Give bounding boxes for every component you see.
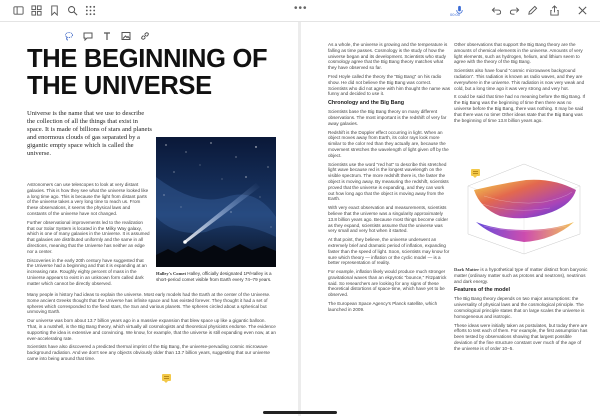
home-indicator [263,411,337,414]
paragraph: Many people in history had ideas to explain the universe. Most early models had the Earth at the center of the Universe. Some ancient Greeks thought that the Universe has infinite space and has existed forever. They thought it had a set of spheres which corresponded to the fixed stars, the Sun and various planets. The spheres circled about a spherical but unmoving Earth. [27,292,271,315]
comet-illustration [156,137,276,267]
title-line-2: THE UNIVERSE [27,72,212,100]
section-heading: Chronology and the Big Bang [328,100,405,107]
left-page [0,22,298,416]
paragraph: Discoveries in the early 20th century have suggested that the Universe had a beginning and that it is expanding at an increasing rate. Roughly eighty percent of mass in the Universe appears to exist in an unknown form called dark matter which cannot be directly observed. [27,257,147,286]
comment-icon[interactable] [83,31,93,41]
share-icon[interactable] [548,4,560,16]
apps-icon[interactable] [84,4,96,16]
paragraph: Fred Hoyle called the theory the "Big Bang" on his radio show. He did not believe the Big Bang was correct. Scientists who did not agree with him thought the name was funny and decided to use it. [328,73,451,97]
paragraph: The Big Bang theory depends on two major assumptions: the universality of physical laws and the cosmological principle. The cosmological principle states that on large scales the universe is homogeneous and isotropic. [454,296,585,319]
undo-icon[interactable] [490,4,502,16]
chart-caption-text: is a hypothetical type of matter distinct from baryonic matter (ordinary matter such as protons and neutrons), neutrinos and dark energy. [454,267,588,284]
lead-paragraph: Universe is the name that we use to describe the collection of all the things that exist in space. It is made of billions of stars and planets and enormous clouds of gas separated by a gigantic empty space which is called the universe. [27,110,152,157]
paragraph: Further observational improvements led to the realization that our Solar System is located in the Milky Way galaxy, which is one of many galaxies in the Universe. It is assumed that galaxies are distributed uniformly and the same in all directions, meaning that the Universe has neither an edge nor a center. [27,219,150,254]
paragraph: The European Space Agency's Planck satellite, which launched in 2009. [328,301,438,312]
text-box-icon[interactable] [102,31,112,41]
left-column-text [27,182,151,290]
redo-icon[interactable] [508,4,520,16]
sticky-note-icon[interactable] [162,374,171,381]
dark-matter-surface-plot [454,156,590,256]
chart-caption-name: Dark Matter [454,267,480,272]
right-column-2-top [454,42,588,126]
lasso-icon[interactable] [64,31,74,41]
paragraph: Our universe was born about 13.7 billion years ago in a massive expansion that blew space up like a gigantic balloon. That, in a nutshell, is the Big Bang theory, which virtually all cosmologists and theoretical physicists endorse. The evidence supporting the idea is extensive and convincing. We know, for example, that the universe is still expanding even now, at an ever-accelerating rate. [27,318,276,341]
comet-photo [156,137,276,267]
bookmark-icon[interactable] [48,4,60,16]
paragraph: Other observations that support the Big Bang theory are the amounts of chemical elements in the universe. Amounts of very light elements, such as hydrogen, helium, and lithium seem to agree with the theory of the Big Bang. [454,42,583,65]
right-column-1 [328,42,451,316]
paragraph: Scientists have also discovered a predicted thermal imprint of the Big Bang, the universe-pervading cosmic microwave background radiation. And we don't see any objects obviously older than 13.7 billion years, suggesting that our universe came into being around that time. [27,344,270,361]
paragraph: At that point, they believe, the universe underwent an extremely brief and dramatic period of inflation, expanding faster than the speed of light. Soon, scientists may know for sure which theory — inflation or the cyclic model — is a better representation of reality. [328,237,450,266]
section-heading: Features of the model [454,287,511,294]
annotation-toolbar [64,30,150,42]
wide-text [27,292,277,365]
surface-plot-illustration [454,156,590,256]
caption-text: Halley, officially designated 1P/Halley is a short-period comet visible from Earth every 74–79 years. [156,271,272,282]
more-icon[interactable]: ••• [294,3,308,14]
paragraph: Scientists use the word "red hot" to describe this stretched light wave because red is the longest wavelength on the visible spectrum. The more redshift there is, the faster the object is moving away. By measuring the redshift, scientists proved that the universe is expanding, and they can work out how long ago that the object is moving away from the Earth. [328,161,449,202]
sidebar-icon[interactable] [12,4,24,16]
paragraph: Scientists base the Big Bang theory on many different observations. The most important is the redshift of very far away galaxies. [328,109,447,126]
chart-caption [454,267,588,284]
right-column-2-bottom [454,267,588,355]
title-line-1: THE BEGINNING OF [27,45,268,73]
paragraph: Scientists also have found "cosmic microwaves background radiation". This radiation is known as radio waves, and they are everywhere in the universe. This radiation is now very weak and cold, but a long time ago it was very strong and very hot. [454,68,585,91]
grid-icon[interactable] [30,4,42,16]
page-title [27,46,297,100]
paragraph: It could be said that time had no meaning before the Big Bang. If the Big Bang was the beginning of time then there was no universe before the Big Bang, there was nothing. It may be said that there was no time! Other ideas state that the Big Bang was the beginning of time 13.8 billion years ago. [454,94,586,123]
recording-timer: 00:00 [450,12,461,17]
paragraph: Astronomers can use telescopes to look at very distant galaxies. This is how they see what the universe looked like a long time ago. This is because the light from distant parts of the universe takes a very long time to reach us. From these observations, it seems the physical laws and constants of the universe have not changed. [27,182,149,216]
paragraph: With very exact observation and measurements, scientists believe that the universe was a singularity approximately 13.8 billion years ago. Because most things become colder as they expand, scientists assume that the universe was very small and very hot when it started. [328,205,449,234]
link-icon[interactable] [140,31,150,41]
search-icon[interactable] [66,4,78,16]
paragraph: These ideas were initially taken as postulates, but today there are efforts to test each of them. For example, the first assumption has been tested by observations showing that largest possible deviation of the fine structure constant over much of the age of the universe is of order 10−5. [454,322,588,351]
paragraph: As a whole, the universe is growing and the temperature is falling as time passes. Cosmology is the study of how the universe began and its development. Scientists who study cosmology agree that the Big Bang theory matches what they have observed so far. [328,42,448,71]
paragraph: For example, inflation likely would produce much stronger gravitational waves than an ekpyrotic "bounce," Fitzpatrick said. So researchers are looking for any signs of these theoretical distortions of space-time, which have yet to be observed. [328,269,447,298]
close-icon[interactable] [576,4,588,16]
photo-caption [156,271,276,283]
pen-icon[interactable] [526,4,538,16]
paragraph: Redshift is the Doppler effect occurring in light. When an object moves away from Earth, its color rays look more similar to the color red than they actually are, because the movement stretches the wavelength of light given off by the object. [328,129,449,158]
image-icon[interactable] [121,31,131,41]
top-toolbar [0,0,600,22]
caption-name: Halley's Comet [156,271,186,276]
